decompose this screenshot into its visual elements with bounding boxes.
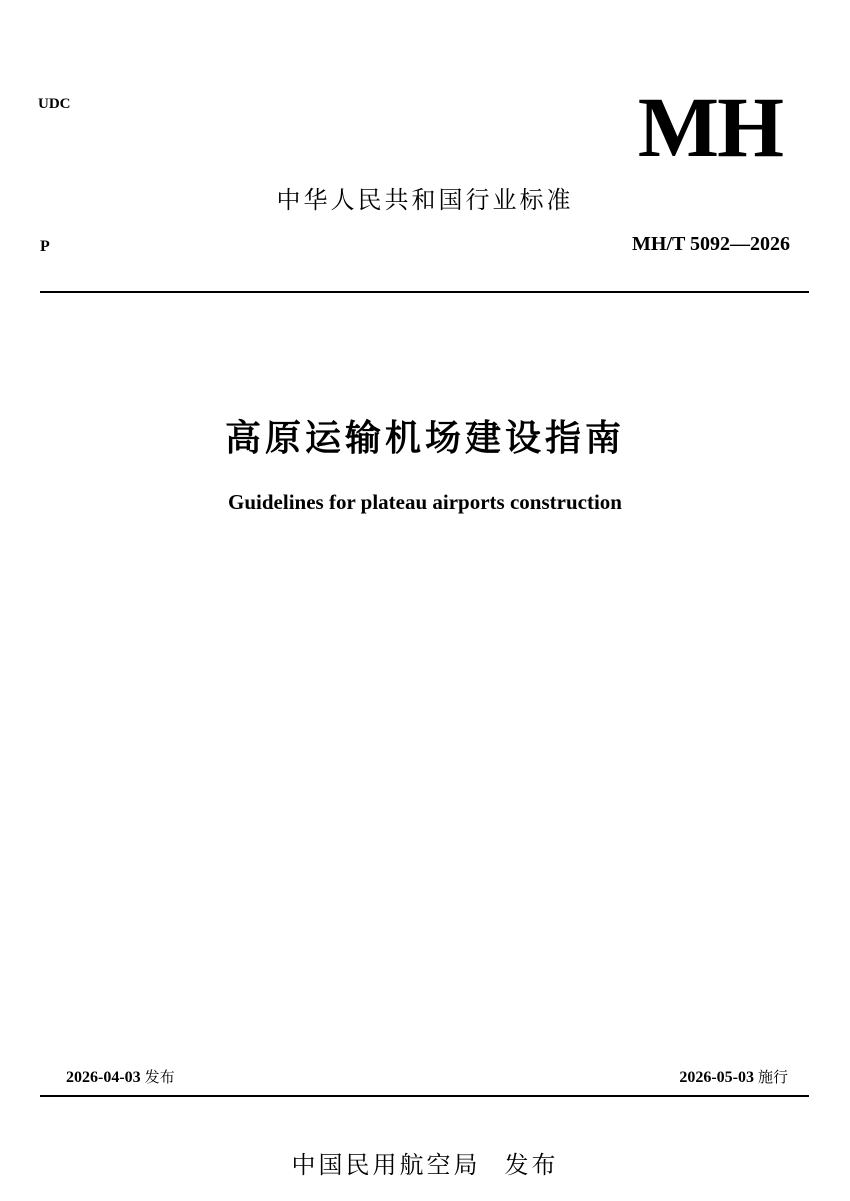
title-english: Guidelines for plateau airports construction bbox=[228, 490, 622, 514]
udc-label: UDC bbox=[38, 96, 71, 112]
implement-label: 施行 bbox=[757, 1068, 788, 1086]
standard-category-text: 中华人民共和国行业标准 bbox=[276, 186, 574, 214]
issuer-line bbox=[0, 1145, 850, 1180]
issue-label: 发布 bbox=[144, 1068, 175, 1086]
issue-date-line bbox=[66, 1066, 175, 1087]
top-divider bbox=[40, 291, 809, 293]
issuer-name: 中国民用航空局 bbox=[291, 1151, 481, 1179]
classification-code: P bbox=[40, 238, 50, 255]
implement-date: 2026-05-03 bbox=[679, 1069, 754, 1086]
implement-date-line bbox=[679, 1066, 788, 1087]
standard-category bbox=[0, 180, 850, 215]
title-chinese: 高原运输机场建设指南 bbox=[224, 418, 625, 459]
bottom-divider bbox=[40, 1095, 809, 1097]
issuer-action: 发布 bbox=[504, 1151, 559, 1179]
issue-date: 2026-04-03 bbox=[66, 1069, 141, 1086]
standard-number: MH/T 5092—2026 bbox=[632, 233, 790, 255]
mh-logo: MH bbox=[637, 79, 782, 175]
